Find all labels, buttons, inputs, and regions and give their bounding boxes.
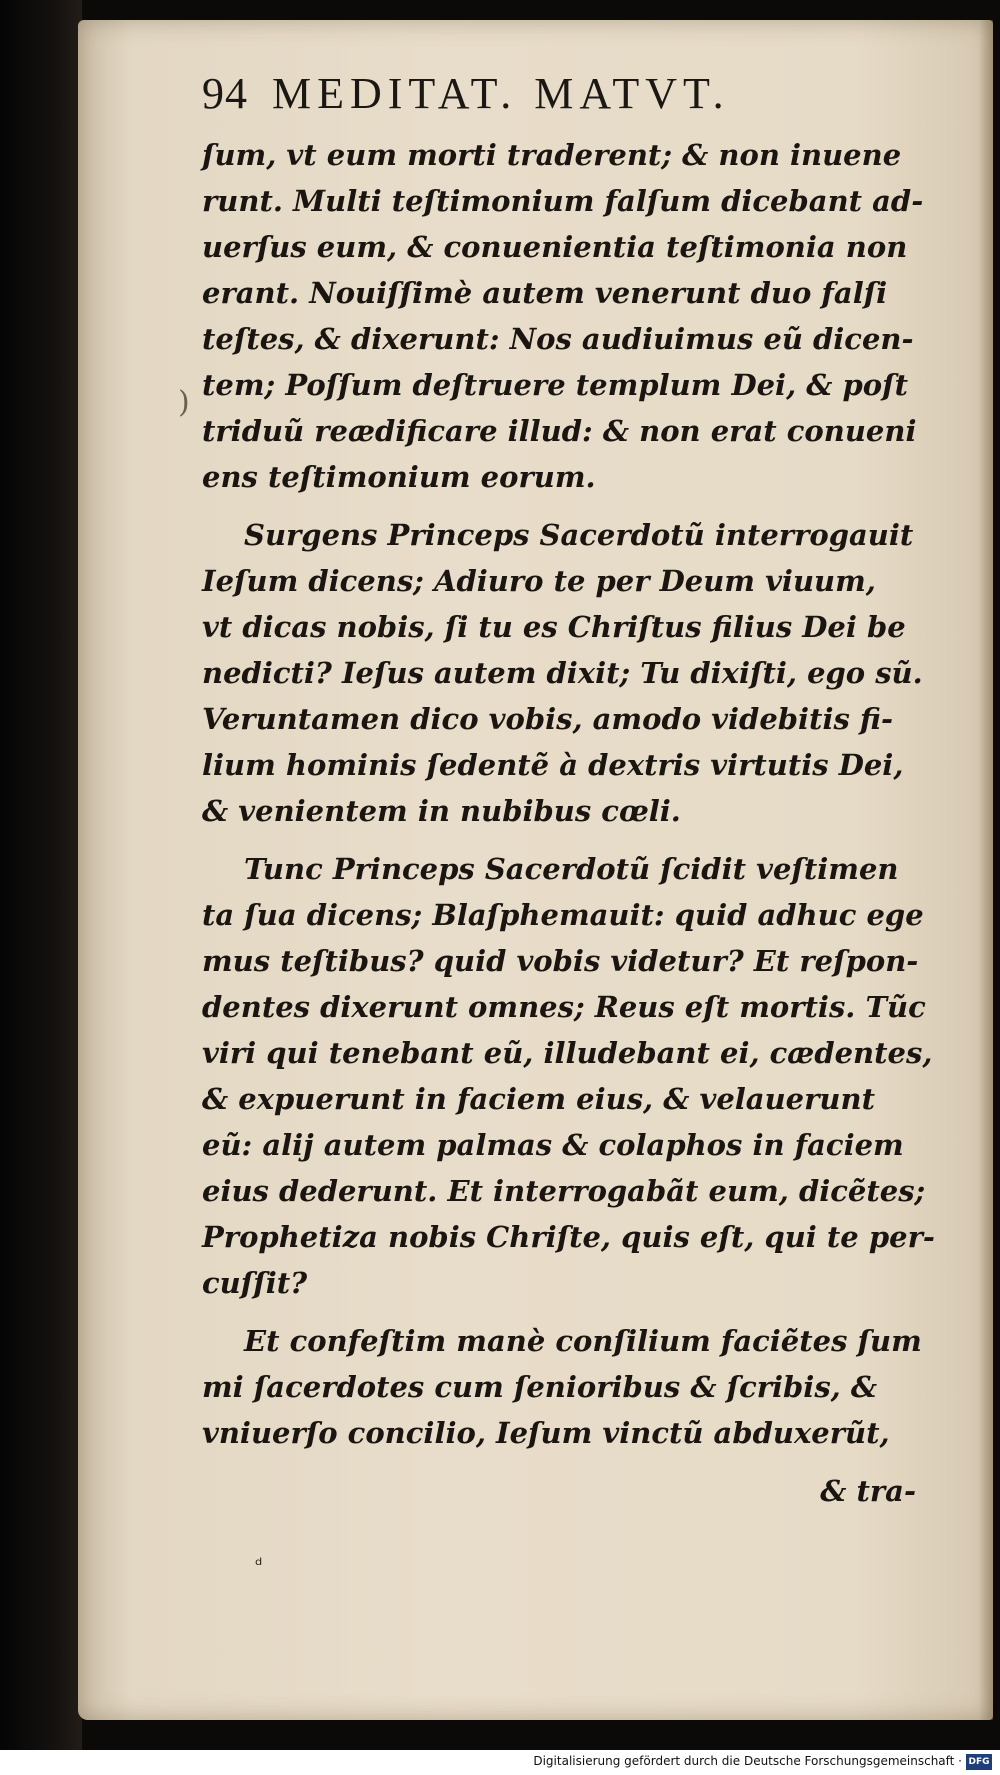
text-line: & expuerunt in faciem eius, & velauerunt: [202, 1082, 875, 1116]
scan-background-left: [0, 0, 82, 1775]
text-line: tem; Poſſum deſtruere templum Dei, & poſt: [202, 368, 909, 402]
text-line: Ieſum dicens; Adiuro te per Deum viuum,: [202, 564, 876, 598]
text-line: ta ſua dicens; Blaſphemauit: quid adhuc ege: [202, 898, 924, 932]
text-line: Veruntamen dico vobis, amodo videbitis fi-: [202, 702, 894, 736]
page-number: 94: [202, 69, 248, 118]
catchword: & tra-: [820, 1474, 916, 1508]
text-line: cuſſit?: [202, 1266, 308, 1300]
text-line: dentes dixerunt omnes; Reus eſt mortis. Tũc: [202, 990, 926, 1024]
text-line: Et confeſtim manè conſilium faciẽtes ſum: [244, 1324, 922, 1358]
text-line: mus teſtibus? quid vobis videtur? Et reſpon-: [202, 944, 919, 978]
text-line: & venientem in nubibus cœli.: [202, 794, 681, 828]
text-line: Surgens Princeps Sacerdotũ interrogauit: [244, 518, 914, 552]
paragraph-4: [202, 1318, 922, 1456]
text-line: runt. Multi teſtimonium falſum dicebant ad-: [202, 184, 924, 218]
text-line: mi ſacerdotes cum ſenioribus & ſcribis, &: [202, 1370, 878, 1404]
text-line: Prophetiza nobis Chriſte, quis eſt, qui te per-: [202, 1220, 935, 1254]
text-line: lium hominis ſedentẽ à dextris virtutis Dei,: [202, 748, 904, 782]
text-line: vniuerſo concilio, Ieſum vinctũ abduxerũt,: [202, 1416, 890, 1450]
text-line: vt dicas nobis, ſi tu es Chriſtus filius Dei be: [202, 610, 906, 644]
running-title: MEDITAT. MATVT.: [272, 69, 730, 118]
text-line: triduũ reædificare illud: & non erat conueni: [202, 414, 917, 448]
paragraph-2: [202, 512, 922, 834]
text-line: teſtes, & dixerunt: Nos audiuimus eũ dicen-: [202, 322, 914, 356]
text-line: eius dederunt. Et interrogabãt eum, dicẽtes;: [202, 1174, 926, 1208]
paragraph-1: [202, 132, 922, 500]
margin-mark: ): [178, 385, 190, 420]
text-line: nedicti? Ieſus autem dixit; Tu dixiſti, ego sũ.: [202, 656, 923, 690]
text-line: ens teſtimonium eorum.: [202, 460, 596, 494]
paragraph-3: [202, 846, 935, 1306]
digitization-credit: Digitalisierung gefördert durch die Deutsche Forschungsgemeinschaft ·: [533, 1754, 962, 1768]
text-line: uerſus eum, & conuenientia teſtimonia non: [202, 230, 908, 264]
running-head: [202, 68, 902, 128]
body-text: [202, 132, 935, 1514]
dfg-logo-icon: DFG: [966, 1754, 992, 1770]
text-line: Tunc Princeps Sacerdotũ ſcidit veſtimen: [244, 852, 899, 886]
text-line: erant. Nouiſſimè autem venerunt duo falſi: [202, 276, 888, 310]
ink-mark: ᵈ: [255, 1555, 263, 1576]
footer-bar: [0, 1750, 1000, 1775]
text-line: viri qui tenebant eũ, illudebant ei, cædentes,: [202, 1036, 933, 1070]
text-line: ſum, vt eum morti traderent; & non inuene: [202, 138, 902, 172]
text-line: eũ: alij autem palmas & colaphos in faciem: [202, 1128, 904, 1162]
